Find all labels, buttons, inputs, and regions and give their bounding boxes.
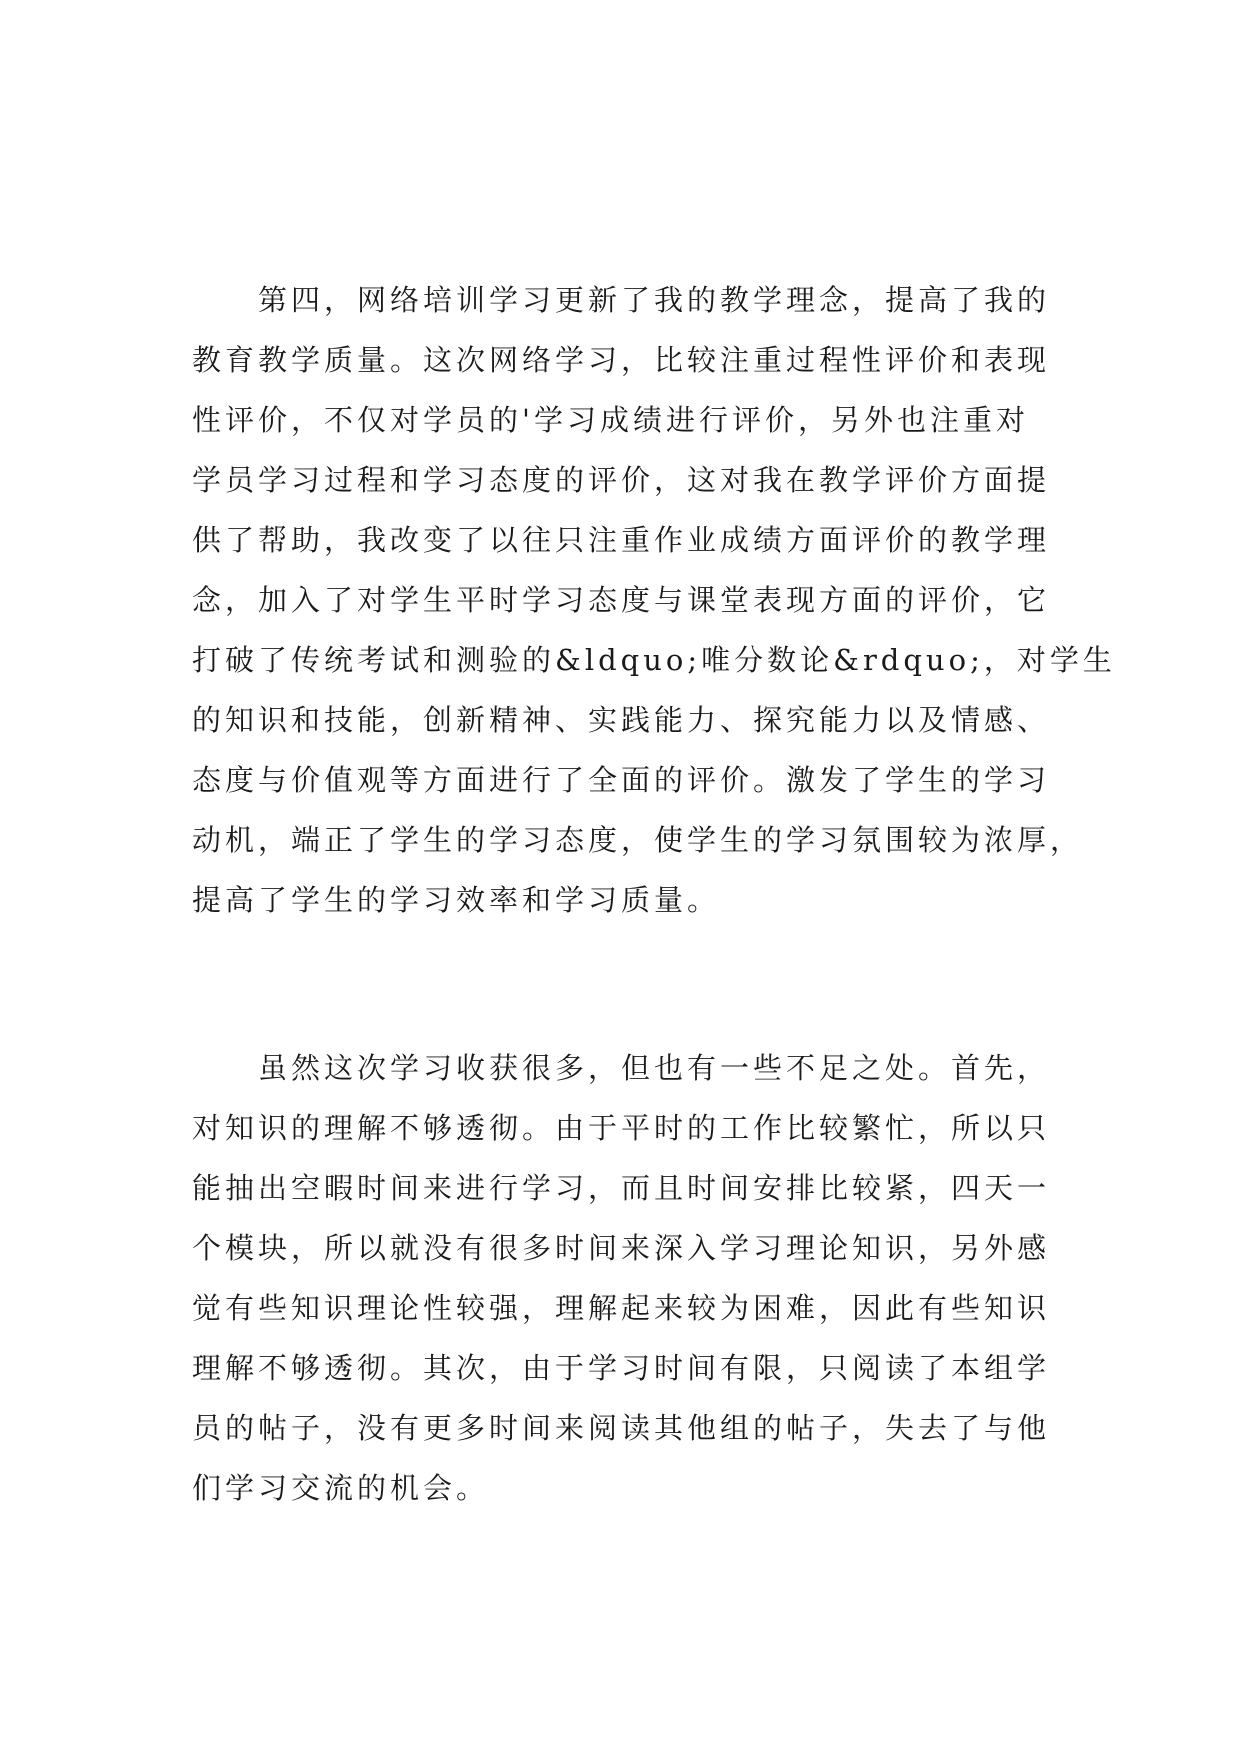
text-line: 能抽出空暇时间来进行学习，而且时间安排比较紧，四天一 [192, 1171, 1051, 1205]
text-line: 第四，网络培训学习更新了我的教学理念，提高了我的 [258, 283, 1051, 317]
text-line: 提高了学生的学习效率和学习质量。 [192, 883, 721, 917]
text-line: 教育教学质量。这次网络学习，比较注重过程性评价和表现 [192, 343, 1051, 377]
text-line: 态度与价值观等方面进行了全面的评价。激发了学生的学习 [192, 763, 1051, 797]
text-line: 念，加入了对学生平时学习态度与课堂表现方面的评价，它 [192, 583, 1051, 617]
text-line: 理解不够透彻。其次，由于学习时间有限，只阅读了本组学 [192, 1351, 1051, 1385]
text-line: 觉有些知识理论性较强，理解起来较为困难，因此有些知识 [192, 1291, 1051, 1325]
text-line: 学员学习过程和学习态度的评价，这对我在教学评价方面提 [192, 463, 1051, 497]
text-line: 员的帖子，没有更多时间来阅读其他组的帖子，失去了与他 [192, 1411, 1051, 1445]
text-line: 的知识和技能，创新精神、实践能力、探究能力以及情感、 [192, 703, 1051, 737]
text-line: 供了帮助，我改变了以往只注重作业成绩方面评价的教学理 [192, 523, 1051, 557]
paragraph-teaching-philosophy [192, 270, 1116, 930]
text-line: 打破了传统考试和测验的&ldquo;唯分数论&rdquo;，对学生 [192, 643, 1116, 677]
paragraph-shortcomings [192, 1038, 1050, 1518]
text-line: 性评价，不仅对学员的'学习成绩进行评价，另外也注重对 [192, 403, 1029, 437]
text-line: 对知识的理解不够透彻。由于平时的工作比较繁忙，所以只 [192, 1111, 1051, 1145]
text-line: 们学习交流的机会。 [192, 1471, 490, 1505]
text-line: 虽然这次学习收获很多，但也有一些不足之处。首先， [258, 1051, 1051, 1085]
text-line: 个模块，所以就没有很多时间来深入学习理论知识，另外感 [192, 1231, 1051, 1265]
text-line: 动机，端正了学生的学习态度，使学生的学习氛围较为浓厚， [192, 823, 1084, 857]
